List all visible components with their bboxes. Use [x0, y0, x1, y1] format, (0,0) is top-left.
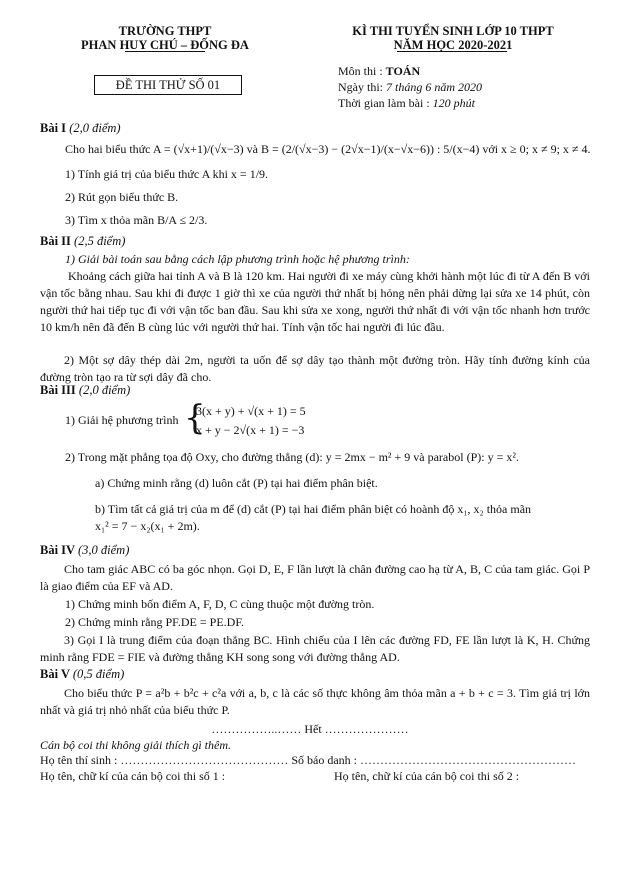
invigilator-2-signature: Họ tên, chữ kí của cán bộ coi thi số 2 : [334, 769, 520, 783]
date-label: Ngày thi: [338, 80, 386, 94]
end-marker: ……………..…… Hết ………………… [211, 722, 409, 736]
section-2-question-1-title: 1) Giải bài toán sau bằng cách lập phương trình hoặc hệ phương trình: [65, 252, 410, 266]
system-brace: { [184, 398, 206, 438]
time-value: 120 phút [432, 96, 476, 110]
section-3-question-2b-line2: x₁² = 7 − x₂(x₁ + 2m). [95, 519, 200, 533]
system-equation-2: x + y − 2√(x + 1) = −3 [196, 423, 305, 437]
subject-label: Môn thi : [338, 64, 386, 78]
section-4-intro: Cho tam giác ABC có ba góc nhọn. Gọi D, E, F lần lượt là chân đường cao hạ từ A, B, C của tam giác. Gọi P là giao điểm của EF và AD. [40, 562, 590, 593]
time-label: Thời gian làm bài : [338, 96, 433, 110]
section-3-title: Bài III [40, 383, 76, 397]
section-5-heading [40, 667, 124, 682]
section-5-points: (0,5 điểm) [72, 667, 125, 681]
invigilator-1-signature: Họ tên, chữ kí của cán bộ coi thi số 1 : [40, 769, 226, 783]
system-equation-1: 3(x + y) + √(x + 1) = 5 [196, 404, 306, 418]
candidate-info-line: Họ tên thí sinh : …………………………………… Số báo danh : ……………………………………………… [40, 753, 576, 767]
section-4-title: Bài IV [40, 543, 75, 557]
section-4-heading [40, 543, 129, 558]
date-line [338, 80, 482, 94]
section-1-points: (2,0 điểm) [69, 121, 121, 135]
section-3-question-2: 2) Trong mặt phẳng tọa độ Oxy, cho đường thẳng (d): y = 2mx − m² + 9 và parabol (P): y = x². [65, 450, 519, 464]
header-left-rule [125, 51, 205, 52]
section-3-question-1-label: 1) Giải hệ phương trình [65, 413, 179, 427]
time-line [338, 96, 475, 110]
exam-title-line2: NĂM HỌC 2020-2021 [393, 38, 513, 52]
section-1-question-3: 3) Tìm x thỏa mãn B/A ≤ 2/3. [65, 213, 208, 227]
section-4-points: (3,0 điểm) [77, 543, 130, 557]
section-2-question-1-text: Khoảng cách giữa hai tỉnh A và B là 120 km. Hai người đi xe máy cùng khởi hành một lúc đi từ A đến B với vận tốc bằng nhau. Sau khi đi được 1 giờ thì xe của người thứ nhất bị hỏng nên phải dừng lại sửa xe 14 phút, còn người thứ hai tiếp tục đi với vận tốc ban đầu. Sau khi sửa xe xong, người thứ nhất đi với vận tốc nhanh hơn trước 10 km/h nên đã đến B cùng lúc với người thứ hai. Tính vận tốc hai người đi lúc đầu. [40, 269, 590, 334]
school-name-line1: TRƯỜNG THPT [118, 24, 212, 38]
invigilator-note: Cán bộ coi thi không giải thích gì thêm. [40, 738, 231, 752]
section-2-points: (2,5 điểm) [74, 234, 126, 248]
exam-code-box: ĐỀ THI THỬ SỐ 01 [94, 75, 242, 95]
exam-title-line1: KÌ THI TUYỂN SINH LỚP 10 THPT [352, 24, 554, 38]
school-name-line2: PHAN HUY CHÚ – ĐỐNG ĐA [81, 38, 249, 52]
section-1-question-1: 1) Tính giá trị của biểu thức A khi x = 1/9. [65, 167, 269, 181]
subject-line [338, 64, 420, 78]
section-2-question-2: 2) Một sợ dây thép dài 2m, người ta uốn để sợ dây tạo thành một đường tròn. Hãy tính đường kính của đường tròn tạo ra từ sợi dây đã cho. [40, 353, 590, 384]
date-value: 7 tháng 6 năm 2020 [386, 80, 482, 94]
section-2-heading [40, 234, 125, 249]
section-3-points: (2,0 điểm) [78, 383, 131, 397]
section-1-heading [40, 121, 121, 136]
section-4-question-1: 1) Chứng minh bốn điểm A, F, D, C cùng thuộc một đường tròn. [65, 597, 375, 611]
section-3-heading [40, 383, 130, 398]
section-5-title: Bài V [40, 667, 70, 681]
section-5-text: Cho biểu thức P = a²b + b²c + c²a với a, b, c là các số thực không âm thỏa mãn a + b + c = 3. Tìm giá trị lớn nhất và giá trị nhỏ nhất của biểu thức P. [40, 686, 590, 717]
section-1-intro: Cho hai biểu thức A = (√x+1)/(√x−3) và B = (2/(√x−3) − (2√x−1)/(x−√x−6)) : 5/(x−4) với x ≥ 0; x ≠ 9; x ≠ 4. [65, 142, 591, 156]
section-1-question-2: 2) Rút gọn biểu thức B. [65, 190, 179, 204]
section-4-question-3: 3) Gọi I là trung điểm của đoạn thẳng BC. Hình chiếu của I lên các đường FD, FE lần lượt là K, H. Chứng minh rằng FDE = FIE và đường thẳng KH song song với đường thẳng AD. [40, 633, 590, 664]
section-3-question-2b-line1: b) Tìm tất cả giá trị của m để (d) cắt (P) tại hai điểm phân biệt có hoành độ x₁, x₂ thỏa mãn [95, 502, 532, 516]
section-2-title: Bài II [40, 234, 71, 248]
section-4-question-2: 2) Chứng minh rằng PF.DE = PE.DF. [65, 615, 245, 629]
section-1-title: Bài I [40, 121, 67, 135]
header-right-rule [397, 51, 507, 52]
section-3-question-2a: a) Chứng minh rằng (d) luôn cắt (P) tại hai điểm phân biệt. [95, 476, 378, 490]
subject-value: TOÁN [385, 64, 421, 78]
